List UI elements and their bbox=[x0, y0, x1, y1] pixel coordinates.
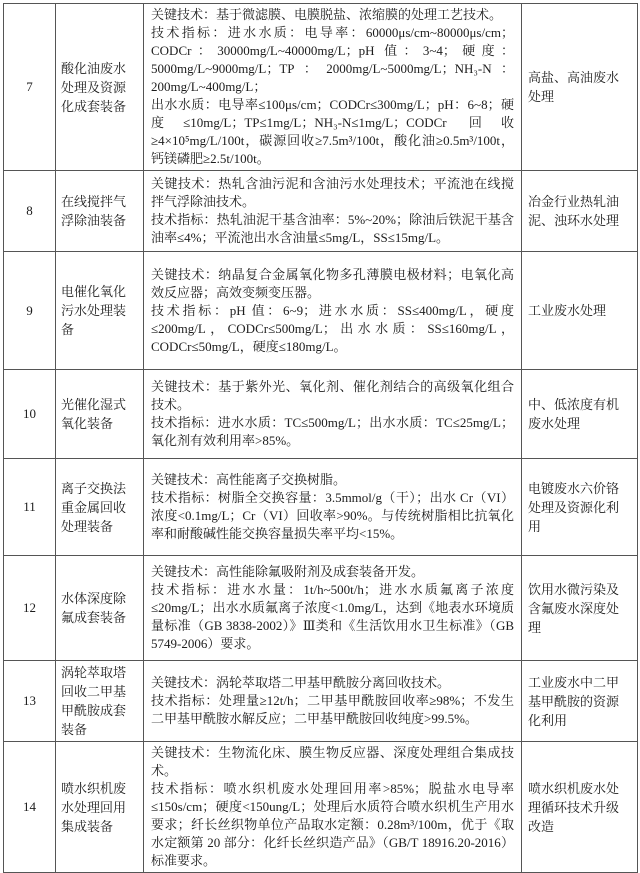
equipment-name: 酸化油废水处理及资源化成套装备 bbox=[56, 4, 144, 171]
tech-cell bbox=[144, 661, 522, 742]
tech-cell bbox=[144, 370, 522, 459]
application-field: 工业废水中二甲基甲酰胺的资源化利用 bbox=[522, 661, 638, 742]
table-row bbox=[4, 370, 638, 459]
tech-indicator-text: 技术指标：树脂全交换容量：3.5mmol/g（干）；出水 Cr（VI）浓度<0.1mg/L；Cr（VI）回收率>90%。与传统树脂相比抗氧化率和耐酸碱性能交换容量损失率平均<15%。 bbox=[151, 490, 514, 541]
equipment-name: 涡轮萃取塔回收二甲基甲酰胺成套装备 bbox=[56, 661, 144, 742]
table-row bbox=[4, 4, 638, 171]
tech-cell bbox=[144, 556, 522, 661]
tech-indicator-text: 技术指标：喷水织机废水处理回用率>85%；脱盐水电导率≤150s/cm；硬度<150ung/L；处理后水质符合喷水织机生产用水要求；纤长丝织物单位产品取水定额：0.28m³/100m，优于《取水定额第 20 部分：化纤长丝织造产品》（GB/T 18916.20-2016）标准要求。 bbox=[151, 781, 514, 868]
equipment-name: 离子交换法重金属回收处理装备 bbox=[56, 459, 144, 556]
tech-indicator-text: 技术指标：进水水质：TC≤500mg/L；出水水质：TC≤25mg/L；氧化剂有效利用率>85%。 bbox=[151, 415, 514, 448]
row-number: 14 bbox=[4, 742, 56, 873]
key-tech-text: 关键技术：涡轮萃取塔二甲基甲酰胺分离回收技术。 bbox=[151, 675, 451, 690]
row-number: 10 bbox=[4, 370, 56, 459]
application-field: 冶金行业热轧油泥、浊环水处理 bbox=[522, 171, 638, 252]
application-field: 工业废水处理 bbox=[522, 252, 638, 370]
equipment-name: 喷水织机废水处理回用集成装备 bbox=[56, 742, 144, 873]
tech-cell bbox=[144, 459, 522, 556]
application-field: 中、低浓度有机废水处理 bbox=[522, 370, 638, 459]
row-number: 7 bbox=[4, 4, 56, 171]
row-number: 13 bbox=[4, 661, 56, 742]
row-number: 12 bbox=[4, 556, 56, 661]
table-row bbox=[4, 661, 638, 742]
tech-cell bbox=[144, 742, 522, 873]
application-field: 喷水织机废水处理循环技术升级改造 bbox=[522, 742, 638, 873]
equipment-name: 光催化湿式氧化装备 bbox=[56, 370, 144, 459]
key-tech-text: 关键技术：高性能除氟吸附剂及成套装备开发。 bbox=[151, 564, 425, 579]
equipment-catalog-table bbox=[3, 3, 638, 873]
tech-indicator-text: 技术指标：pH 值：6~9；进水水质：SS≤400mg/L，硬度≤200mg/L，CODCr≤500mg/L；出水水质：SS≤160mg/L，CODCr≤50mg/L，硬度≤180mg/L。 bbox=[151, 302, 514, 354]
table-row bbox=[4, 556, 638, 661]
key-tech-text: 关键技术：基于紫外光、氧化剂、催化剂结合的高级氧化组合技术。 bbox=[151, 379, 514, 412]
tech-cell bbox=[144, 252, 522, 370]
equipment-name: 电催化氧化污水处理装备 bbox=[56, 252, 144, 370]
tech-indicator-text: 技术指标：处理量≥12t/h；二甲基甲酰胺回收率≥98%；不发生二甲基甲酰胺水解反应；二甲基甲酰胺回收纯度>99.5%。 bbox=[151, 693, 514, 726]
tech-cell bbox=[144, 4, 522, 171]
application-field: 电镀废水六价铬处理及资源化利用 bbox=[522, 459, 638, 556]
equipment-name: 在线搅拌气浮除油装备 bbox=[56, 171, 144, 252]
key-tech-text: 关键技术：热轧含油污泥和含油污水处理技术；平流池在线搅拌气浮除油技术。 bbox=[151, 176, 514, 209]
equipment-name: 水体深度除氟成套装备 bbox=[56, 556, 144, 661]
table-row bbox=[4, 171, 638, 252]
tech-indicator-text: 出水水质：电导率≤100μs/cm；CODCr≤300mg/L；pH：6~8；硬度≤10mg/L；TP≤1mg/L；NH₃-N≤1mg/L；CODCr 回收≥4×10⁵mg/L/100t，碳源回收≥7.5m³/100t，酸化油≥0.5m³/100t，钙镁磷肥≥2.5t/100t。 bbox=[151, 97, 514, 166]
table-row bbox=[4, 742, 638, 873]
key-tech-text: 关键技术：高性能离子交换树脂。 bbox=[151, 472, 347, 487]
application-field: 高盐、高油废水处理 bbox=[522, 4, 638, 171]
tech-indicator-text: 技术指标：热轧油泥干基含油率：5%~20%；除油后铁泥干基含油率≤4%；平流池出水含油量≤5mg/L，SS≤15mg/L。 bbox=[151, 212, 514, 245]
tech-indicator-text: 技术指标：进水水质：电导率：60000μs/cm~80000μs/cm；CODCr：30000mg/L~40000mg/L；pH 值：3~4；硬度：5000mg/L~9000mg/L；TP：2000mg/L~5000mg/L；NH₃-N：200mg/L~400mg/L； bbox=[151, 25, 514, 94]
tech-cell bbox=[144, 171, 522, 252]
row-number: 9 bbox=[4, 252, 56, 370]
key-tech-text: 关键技术：纳晶复合金属氧化物多孔薄膜电极材料；电氧化高效反应器；高效变频变压器。 bbox=[151, 266, 514, 300]
row-number: 8 bbox=[4, 171, 56, 252]
key-tech-text: 关键技术：生物流化床、膜生物反应器、深度处理组合集成技术。 bbox=[151, 745, 514, 778]
table-row bbox=[4, 252, 638, 370]
application-field: 饮用水微污染及含氟废水深度处理 bbox=[522, 556, 638, 661]
tech-indicator-text: 技术指标：进水水量：1t/h~500t/h；进水水质氟离子浓度≤20mg/L；出水水质氟离子浓度<1.0mg/L，达到《地表水环境质量标准（GB 3838-2002）》Ⅲ类和《生活饮用水卫生标准》（GB 5749-2006）要求。 bbox=[151, 582, 514, 651]
row-number: 11 bbox=[4, 459, 56, 556]
key-tech-text: 关键技术：基于微滤膜、电膜脱盐、浓缩膜的处理工艺技术。 bbox=[151, 7, 503, 22]
table-row bbox=[4, 459, 638, 556]
